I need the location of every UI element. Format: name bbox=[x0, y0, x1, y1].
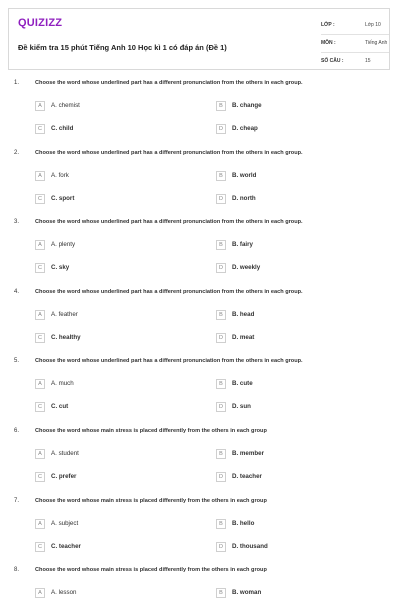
question-text: Choose the word whose main stress is placed differently from the others in each group bbox=[35, 567, 267, 574]
option-text: C. healthy bbox=[51, 333, 81, 341]
option-letter-box: A bbox=[35, 588, 45, 598]
option-letter-box: D bbox=[216, 542, 226, 552]
worksheet-header bbox=[8, 8, 390, 70]
option-text: B. member bbox=[232, 450, 264, 457]
option-text: A. feather bbox=[51, 310, 78, 318]
option-text: B. head bbox=[232, 310, 255, 318]
question-number: 6. bbox=[14, 428, 20, 434]
option-text: C. sport bbox=[51, 194, 75, 202]
meta-value: Lớp 10 bbox=[365, 22, 381, 28]
option-text: C. sky bbox=[51, 264, 70, 272]
option-letter-box: A bbox=[35, 449, 45, 459]
option-letter-box: D bbox=[216, 124, 226, 134]
option-text: D. meat bbox=[232, 333, 255, 341]
option-letter-box: D bbox=[216, 402, 226, 412]
option-text: D. thousand bbox=[232, 542, 268, 550]
meta-row-question-count bbox=[321, 53, 389, 70]
meta-label: LỚP : bbox=[321, 22, 335, 28]
option-text: B. fairy bbox=[232, 241, 253, 249]
meta-value: Tiếng Anh bbox=[365, 40, 388, 46]
option-letter-box: A bbox=[35, 379, 45, 389]
question-text: Choose the word whose main stress is placed differently from the others in each group bbox=[35, 497, 267, 504]
question-text: Choose the word whose underlined part has a different pronunciation from the others in each group. bbox=[35, 358, 303, 365]
option-letter-box: D bbox=[216, 263, 226, 273]
meta-row-class bbox=[321, 17, 389, 35]
option-text: C. child bbox=[51, 125, 74, 132]
option-letter-box: C bbox=[35, 194, 45, 204]
question-text: Choose the word whose main stress is placed differently from the others in each group bbox=[35, 428, 267, 434]
option-text: D. teacher bbox=[232, 473, 262, 480]
option-letter-box: C bbox=[35, 124, 45, 134]
option-letter-box: A bbox=[35, 310, 45, 320]
option-letter-box: C bbox=[35, 402, 45, 412]
worksheet-title: Đề kiểm tra 15 phút Tiếng Anh 10 Học kì 1 có đáp án (Đề 1) bbox=[18, 43, 227, 52]
option-text: D. north bbox=[232, 194, 256, 202]
question-text: Choose the word whose underlined part has a different pronunciation from the others in each group. bbox=[35, 80, 303, 86]
question-text: Choose the word whose underlined part has a different pronunciation from the others in each group. bbox=[35, 219, 303, 226]
meta-row-subject bbox=[321, 35, 389, 53]
option-letter-box: B bbox=[216, 101, 226, 111]
quizizz-logo: QUIZIZZ bbox=[18, 17, 63, 29]
meta-label: MÔN : bbox=[321, 40, 336, 46]
question-number: 2. bbox=[14, 149, 20, 156]
question-number: 8. bbox=[14, 567, 20, 574]
option-letter-box: B bbox=[216, 379, 226, 389]
option-text: B. hello bbox=[232, 519, 255, 527]
option-text: B. change bbox=[232, 102, 262, 109]
option-text: C. prefer bbox=[51, 473, 77, 480]
option-letter-box: C bbox=[35, 472, 45, 482]
meta-value: 15 bbox=[365, 58, 371, 64]
option-text: D. sun bbox=[232, 403, 251, 411]
question-number: 5. bbox=[14, 358, 20, 365]
option-letter-box: B bbox=[216, 310, 226, 320]
option-text: D. cheap bbox=[232, 125, 258, 132]
option-letter-box: C bbox=[35, 333, 45, 343]
option-letter-box: A bbox=[35, 101, 45, 111]
option-text: A. chemist bbox=[51, 102, 80, 109]
option-text: A. much bbox=[51, 380, 74, 388]
question-number: 3. bbox=[14, 219, 20, 226]
option-letter-box: D bbox=[216, 333, 226, 343]
option-text: A. fork bbox=[51, 171, 69, 179]
option-text: C. cut bbox=[51, 403, 69, 411]
option-letter-box: C bbox=[35, 263, 45, 273]
option-letter-box: B bbox=[216, 588, 226, 598]
question-number: 7. bbox=[14, 497, 20, 504]
option-letter-box: D bbox=[216, 472, 226, 482]
question-text: Choose the word whose underlined part has a different pronunciation from the others in each group. bbox=[35, 149, 303, 156]
question-number: 4. bbox=[14, 288, 20, 295]
option-letter-box: C bbox=[35, 542, 45, 552]
option-letter-box: B bbox=[216, 171, 226, 181]
option-text: A. subject bbox=[51, 519, 79, 527]
option-text: A. lesson bbox=[51, 589, 77, 597]
option-text: B. world bbox=[232, 171, 257, 179]
option-text: B. cute bbox=[232, 380, 253, 388]
question-text: Choose the word whose underlined part has a different pronunciation from the others in each group. bbox=[35, 288, 303, 295]
question-number: 1. bbox=[14, 80, 20, 86]
option-text: A. plenty bbox=[51, 241, 76, 249]
option-text: A. student bbox=[51, 450, 79, 457]
option-letter-box: B bbox=[216, 449, 226, 459]
meta-label: SỐ CÂU : bbox=[321, 58, 344, 64]
option-text: B. woman bbox=[232, 589, 262, 597]
option-letter-box: A bbox=[35, 240, 45, 250]
option-letter-box: B bbox=[216, 240, 226, 250]
option-letter-box: A bbox=[35, 171, 45, 181]
option-letter-box: A bbox=[35, 519, 45, 529]
option-letter-box: D bbox=[216, 194, 226, 204]
worksheet-meta bbox=[321, 17, 389, 70]
option-text: D. weekly bbox=[232, 264, 261, 272]
option-text: C. teacher bbox=[51, 542, 81, 550]
option-letter-box: B bbox=[216, 519, 226, 529]
